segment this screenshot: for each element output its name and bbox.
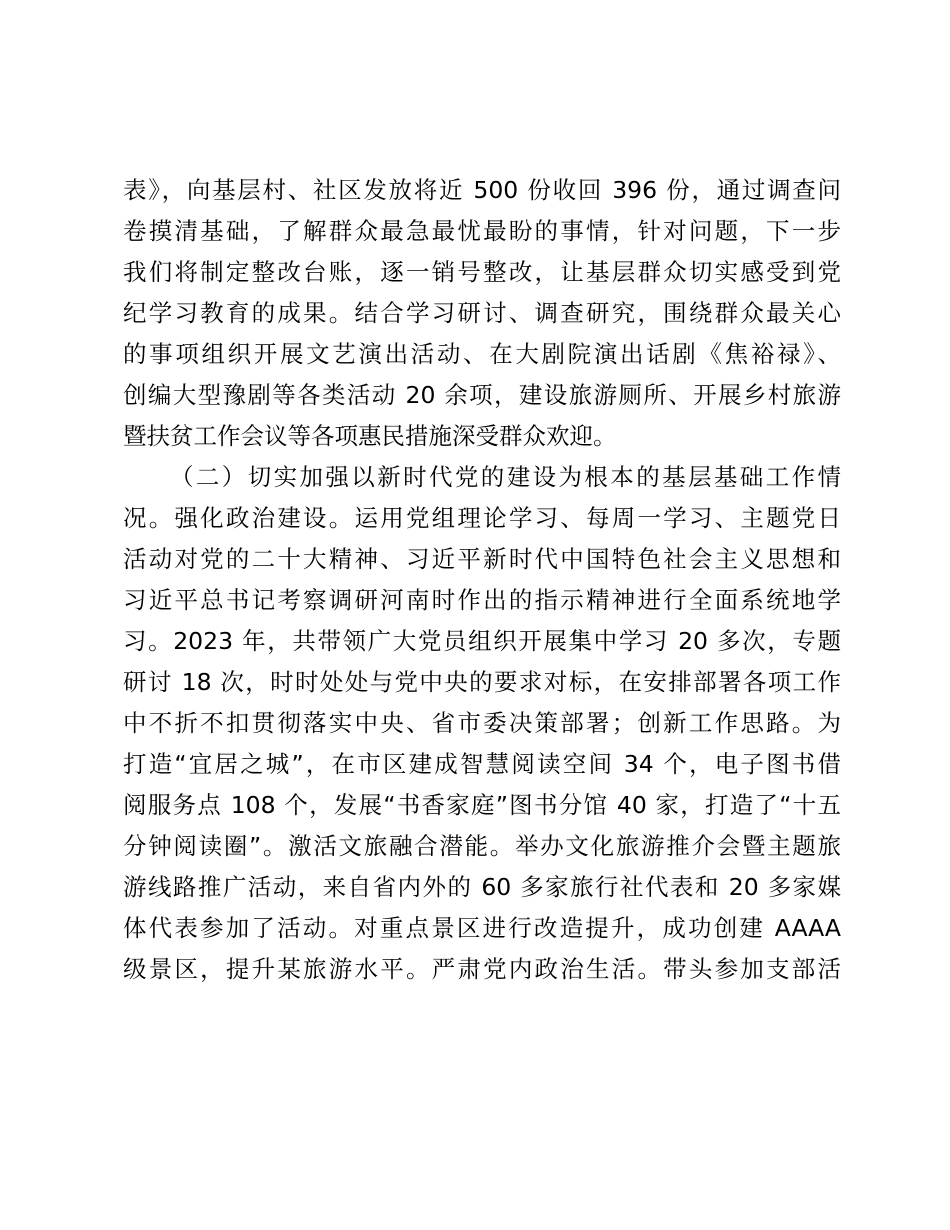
text-line: 中不折不扣贯彻落实中央、省市委决策部署；创新工作思路。为 [123,709,841,737]
section-heading-line: （二）切实加强以新时代党的建设为根本的基层基础工作情 [170,463,841,491]
text-line: 的事项组织开展文艺演出活动、在大剧院演出话剧《焦裕禄》、 [123,340,841,368]
text-line: 研讨 18 次，时时处处与党中央的要求对标，在安排部署各项工作 [123,668,841,696]
text-line: 我们将制定整改台账，逐一销号整改，让基层群众切实感受到党 [123,258,841,286]
text-line: 习近平总书记考察调研河南时作出的指示精神进行全面系统地学 [123,586,841,614]
text-line: 打造“宜居之城”，在市区建成智慧阅读空间 34 个，电子图书借 [123,750,841,778]
text-line: 习。2023 年，共带领广大党员组织开展集中学习 20 多次，专题 [123,627,841,655]
text-line: 况。强化政治建设。运用党组理论学习、每周一学习、主题党日 [123,504,841,532]
text-line: 级景区，提升某旅游水平。严肃党内政治生活。带头参加支部活 [123,955,841,983]
text-line: 阅服务点 108 个，发展“书香家庭”图书分馆 40 家，打造了“十五 [123,791,841,819]
text-line: 活动对党的二十大精神、习近平新时代中国特色社会主义思想和 [123,545,841,573]
document-body [123,170,841,990]
text-line: 暨扶贫工作会议等各项惠民措施深受群众欢迎。 [123,422,617,450]
text-line: 纪学习教育的成果。结合学习研讨、调查研究，围绕群众最关心 [123,299,841,327]
text-line: 体代表参加了活动。对重点景区进行改造提升，成功创建 AAAA [123,914,841,942]
text-line: 创编大型豫剧等各类活动 20 余项，建设旅游厕所、开展乡村旅游 [123,381,841,409]
text-line: 游线路推广活动，来自省内外的 60 多家旅行社代表和 20 多家媒 [123,873,841,901]
text-line: 表》，向基层村、社区发放将近 500 份收回 396 份，通过调查问 [123,176,841,204]
text-line: 分钟阅读圈”。激活文旅融合潜能。举办文化旅游推介会暨主题旅 [123,832,841,860]
text-line: 卷摸清基础，了解群众最急最忧最盼的事情，针对问题，下一步 [123,217,841,245]
